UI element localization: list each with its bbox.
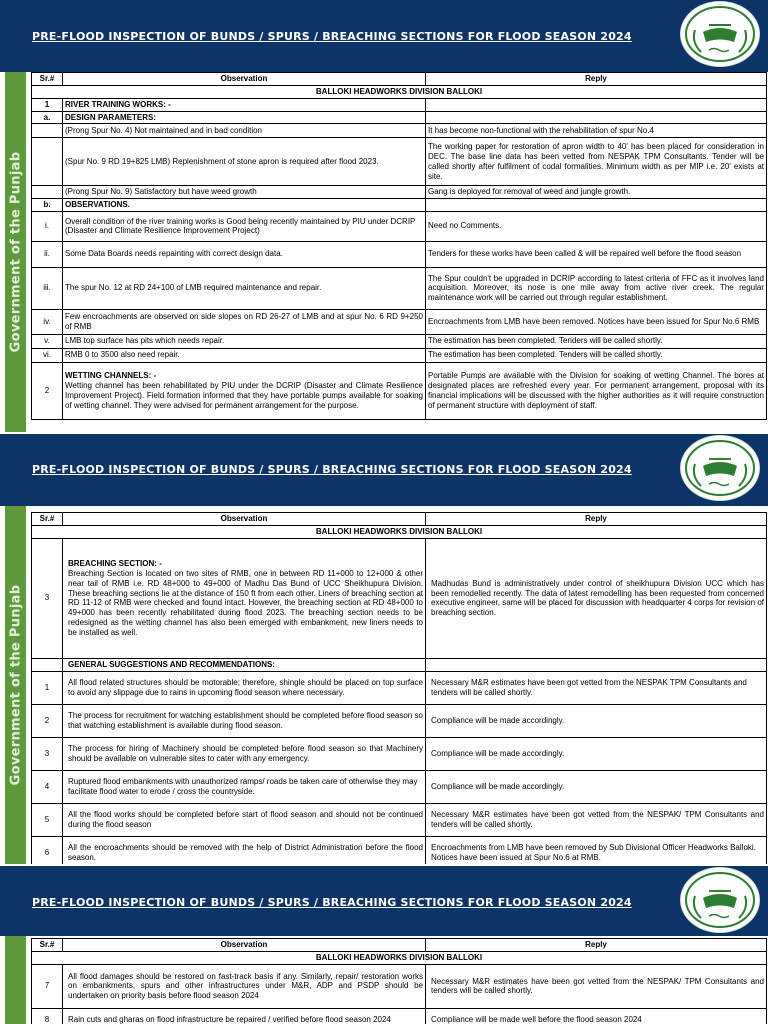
row-observation: The process for hiring of Machinery should be completed before flood season so that Machinery should be available on vulnerable sites to cater with any emergency. xyxy=(63,737,426,770)
row-sr: 2 xyxy=(32,704,63,737)
row-observation: All flood related structures should be motorable; therefore, shingle should be placed on top surface to avoid any slippage due to rains in upcoming flood season where necessary. xyxy=(63,671,426,704)
table-row xyxy=(32,241,767,267)
emblem-icon xyxy=(681,436,759,500)
row-reply: Madhudas Bund is administratively under control of sheikhupura Division UCC which has been remodelled recently. The data of latest remodelling has been requested from concerned executive engineer, same will be placed for discussion with headquarter 4 corps for revision of breaching section. xyxy=(426,538,767,658)
row-reply xyxy=(426,111,767,124)
row-observation-heading: WETTING CHANNELS: - xyxy=(65,371,157,381)
punjab-emblem-logo xyxy=(680,435,760,501)
row-observation-heading: BREACHING SECTION: - xyxy=(68,559,162,569)
row-sr: 6 xyxy=(32,836,63,864)
table-row xyxy=(32,803,767,836)
row-observation: Wetting channel has been rehabilitated by PIU under the DCRIP (Disaster and Climate Resilience Improvement Project). Field formation informed that they have portable pumps available for soaking of wetting channel. They were advised for permanent arrangement for the purpose. xyxy=(65,381,423,410)
row-observation-cell xyxy=(63,362,426,419)
division-row xyxy=(32,526,767,539)
table-row xyxy=(32,658,767,671)
row-reply: Compliance will be made accordingly. xyxy=(426,737,767,770)
table-row xyxy=(32,267,767,309)
row-observation: DESIGN PARAMETERS: xyxy=(63,111,426,124)
row-sr: iv. xyxy=(32,309,63,334)
table-row xyxy=(32,348,767,362)
emblem-icon xyxy=(681,2,759,66)
row-sr: 1 xyxy=(32,98,63,111)
table-header-row xyxy=(32,939,767,952)
row-reply: Tenders for these works have been called & will be repaired well before the flood season xyxy=(426,241,767,267)
emblem-icon xyxy=(681,868,759,932)
inspection-table-3 xyxy=(31,938,767,1024)
row-observation: (Prong Spur No. 4) Not maintained and in bad condition xyxy=(63,124,426,138)
inspection-table-1 xyxy=(31,72,767,420)
row-sr xyxy=(32,186,63,199)
table-row xyxy=(32,737,767,770)
header-title: PRE-FLOOD INSPECTION OF BUNDS / SPURS / BREACHING SECTIONS FOR FLOOD SEASON 2024 xyxy=(32,30,632,43)
row-sr: 8 xyxy=(32,1008,63,1024)
row-reply: Compliance will be made accordingly. xyxy=(426,770,767,803)
row-sr: b. xyxy=(32,199,63,212)
row-sr: i. xyxy=(32,211,63,241)
row-observation: (Prong Spur No. 9) Satisfactory but have weed growth xyxy=(63,186,426,199)
row-sr: 4 xyxy=(32,770,63,803)
table-row xyxy=(32,671,767,704)
row-reply: Compliance will be made accordingly. xyxy=(426,704,767,737)
col-header-observation: Observation xyxy=(63,73,426,86)
side-banner xyxy=(5,936,26,1024)
row-reply: The working paper for restoration of apron width to 40' has been placed for consideration in DEC. The base line data has been vetted from NESPAK TPM Consultants. Tender will be called shortly after fulfilment of codal formalities. Minimum width as per MIP i.e. 20' exists at site. xyxy=(426,138,767,186)
row-observation-cell xyxy=(63,538,426,658)
col-header-observation: Observation xyxy=(63,939,426,952)
col-header-reply: Reply xyxy=(426,939,767,952)
row-reply: It has become non-functional with the rehabilitation of spur No.4 xyxy=(426,124,767,138)
row-sr: 3 xyxy=(32,737,63,770)
row-sr: 5 xyxy=(32,803,63,836)
row-sr: 7 xyxy=(32,964,63,1008)
table-row xyxy=(32,334,767,348)
row-reply: Gang is deployed for removal of weed and jungle growth. xyxy=(426,186,767,199)
division-row xyxy=(32,952,767,965)
row-observation: Breaching Section is located on two sites of RMB, one in between RD 11+000 to 12+000 & other near tail of RMB i.e. RD 48+000 to 49+000 of Madhu Das Bund of UCC Sheikhupura Division. These breaching sections lie at the distance of 150 ft from each other. Liners of breaching section at RD 11-12 of RMB were checked and found intact. However, the breaching section at RD 48+000 to 49+000 has been recently rehabilitated during flood 2023. The breaching section needs to be redesigned as the wetting channel has also been emerged with embankment, new liners needs to be installed as well. xyxy=(68,569,423,637)
inspection-table-2 xyxy=(31,512,767,864)
table-row xyxy=(32,309,767,334)
row-reply xyxy=(426,98,767,111)
punjab-emblem-logo xyxy=(680,1,760,67)
table-row xyxy=(32,138,767,186)
slide-header xyxy=(0,434,768,506)
table-row xyxy=(32,964,767,1008)
table-row xyxy=(32,770,767,803)
col-header-sr: Sr.# xyxy=(32,939,63,952)
slide-header xyxy=(0,0,768,72)
row-reply: Necessary M&R estimates have been got vetted from the NESPAK/ TPM Consultants and tenders will be called shortly. xyxy=(426,803,767,836)
row-observation: Some Data Boards needs repainting with correct design data. xyxy=(63,241,426,267)
row-observation: GENERAL SUGGESTIONS AND RECOMMENDATIONS: xyxy=(63,658,426,671)
row-reply: Encroachments from LMB have been removed by Sub Divisional Officer Headworks Balloki. Notices have been issued at Spur No.6 at RMB. xyxy=(426,836,767,864)
table-row xyxy=(32,124,767,138)
row-observation: LMB top surface has pits which needs repair. xyxy=(63,334,426,348)
side-banner-label: Government of the Punjab xyxy=(8,584,23,786)
division-row xyxy=(32,86,767,99)
division-title: BALLOKI HEADWORKS DIVISION BALLOKI xyxy=(32,86,767,99)
row-sr: a. xyxy=(32,111,63,124)
row-observation: Rain cuts and gharas on flood infrastructure be repaired / verified before flood season 2024 xyxy=(63,1008,426,1024)
row-reply: Necessary M&R estimates have been got vetted from the NESPAK TPM Consultants and tenders will be called shortly. xyxy=(426,671,767,704)
table-row xyxy=(32,1008,767,1024)
row-sr xyxy=(32,124,63,138)
slide-header xyxy=(0,866,768,936)
row-reply: Need no Comments. xyxy=(426,211,767,241)
row-observation: All flood damages should be restored on fast-track basis if any. Similarly, repair/ restoration works on embankments, spurs and other infrastructures under M&R, ADP and PSDP should be undertaken on priority basis before flood season 2024 xyxy=(63,964,426,1008)
row-reply: Portable Pumps are available with the Division for soaking of wetting Channel. The bores at designated places are refreshed every year. For permanent arrangement, proposal with its financial implications will be discussed with the higher authorities as it will require construction of permanent structure with deployment of staff. xyxy=(426,362,767,419)
side-banner xyxy=(5,72,26,432)
table-row xyxy=(32,199,767,212)
table-header-row xyxy=(32,513,767,526)
row-reply: Compliance will be made well before the flood season 2024 xyxy=(426,1008,767,1024)
col-header-sr: Sr.# xyxy=(32,73,63,86)
row-sr: ii. xyxy=(32,241,63,267)
row-observation: Ruptured flood embankments with unauthorized ramps/ roads be taken care of otherwise they may facilitate flood water to erode / cross the countryside. xyxy=(63,770,426,803)
row-reply: The estimation has been completed. Tenders will be called shortly. xyxy=(426,334,767,348)
row-sr: 2 xyxy=(32,362,63,419)
side-banner xyxy=(5,506,26,864)
row-observation: Few encroachments are observed on side slopes on RD 26-27 of LMB and at spur No. 6 RD 9+250 of RMB xyxy=(63,309,426,334)
col-header-observation: Observation xyxy=(63,513,426,526)
table-row xyxy=(32,211,767,241)
row-sr: iii. xyxy=(32,267,63,309)
table-row xyxy=(32,704,767,737)
header-title: PRE-FLOOD INSPECTION OF BUNDS / SPURS / BREACHING SECTIONS FOR FLOOD SEASON 2024 xyxy=(32,463,632,476)
table-row xyxy=(32,836,767,864)
row-reply: The Spur couldn't be upgraded in DCRIP according to latest criteria of FFC as it involves land acquisition. Moreover, its nose is one mile away from active river creek. The regular maintenance work will be carried out through regular establishment. xyxy=(426,267,767,309)
table-row xyxy=(32,362,767,419)
side-banner-label: Government of the Punjab xyxy=(8,151,23,353)
col-header-sr: Sr.# xyxy=(32,513,63,526)
punjab-emblem-logo xyxy=(680,867,760,933)
row-sr: vi. xyxy=(32,348,63,362)
row-sr xyxy=(32,658,63,671)
row-observation: (Spur No. 9 RD 19+825 LMB) Replenishment of stone apron is required after flood 2023. xyxy=(63,138,426,186)
row-reply: Encroachments from LMB have been removed. Notices have been issued for Spur No.6 RMB xyxy=(426,309,767,334)
col-header-reply: Reply xyxy=(426,73,767,86)
division-title: BALLOKI HEADWORKS DIVISION BALLOKI xyxy=(32,526,767,539)
division-title: BALLOKI HEADWORKS DIVISION BALLOKI xyxy=(32,952,767,965)
col-header-reply: Reply xyxy=(426,513,767,526)
table-row xyxy=(32,186,767,199)
row-reply: The estimation has been completed. Tenders will be called shortly. xyxy=(426,348,767,362)
row-observation: All the flood works should be completed before start of flood season and should not be continued during the flood season xyxy=(63,803,426,836)
table-row xyxy=(32,98,767,111)
row-observation: Overall condition of the river training works is Good being recently maintained by PIU under DCRIP (Disaster and Climate Resilience Improvement Project) xyxy=(63,211,426,241)
row-sr xyxy=(32,138,63,186)
row-reply xyxy=(426,199,767,212)
table-row xyxy=(32,538,767,658)
header-title: PRE-FLOOD INSPECTION OF BUNDS / SPURS / BREACHING SECTIONS FOR FLOOD SEASON 2024 xyxy=(32,896,632,909)
slide-3 xyxy=(0,866,768,1024)
row-observation: The process for recruitment for watching establishment should be completed before flood season so that watching establishment is available during flood season. xyxy=(63,704,426,737)
row-sr: v. xyxy=(32,334,63,348)
row-observation: RIVER TRAINING WORKS: - xyxy=(63,98,426,111)
row-reply: Necessary M&R estimates have been got vetted from the NESPAK/ TPM Consultants and tenders will be called shortly. xyxy=(426,964,767,1008)
row-observation: OBSERVATIONS. xyxy=(63,199,426,212)
slide-1 xyxy=(0,0,768,432)
slide-2 xyxy=(0,434,768,864)
row-reply xyxy=(426,658,767,671)
table-row xyxy=(32,111,767,124)
row-sr: 1 xyxy=(32,671,63,704)
row-sr: 3 xyxy=(32,538,63,658)
row-observation: All the encroachments should be removed with the help of District Administration before the flood season. xyxy=(63,836,426,864)
row-observation: RMB 0 to 3500 also need repair. xyxy=(63,348,426,362)
table-header-row xyxy=(32,73,767,86)
row-observation: The spur No. 12 at RD 24+100 of LMB required maintenance and repair. xyxy=(63,267,426,309)
